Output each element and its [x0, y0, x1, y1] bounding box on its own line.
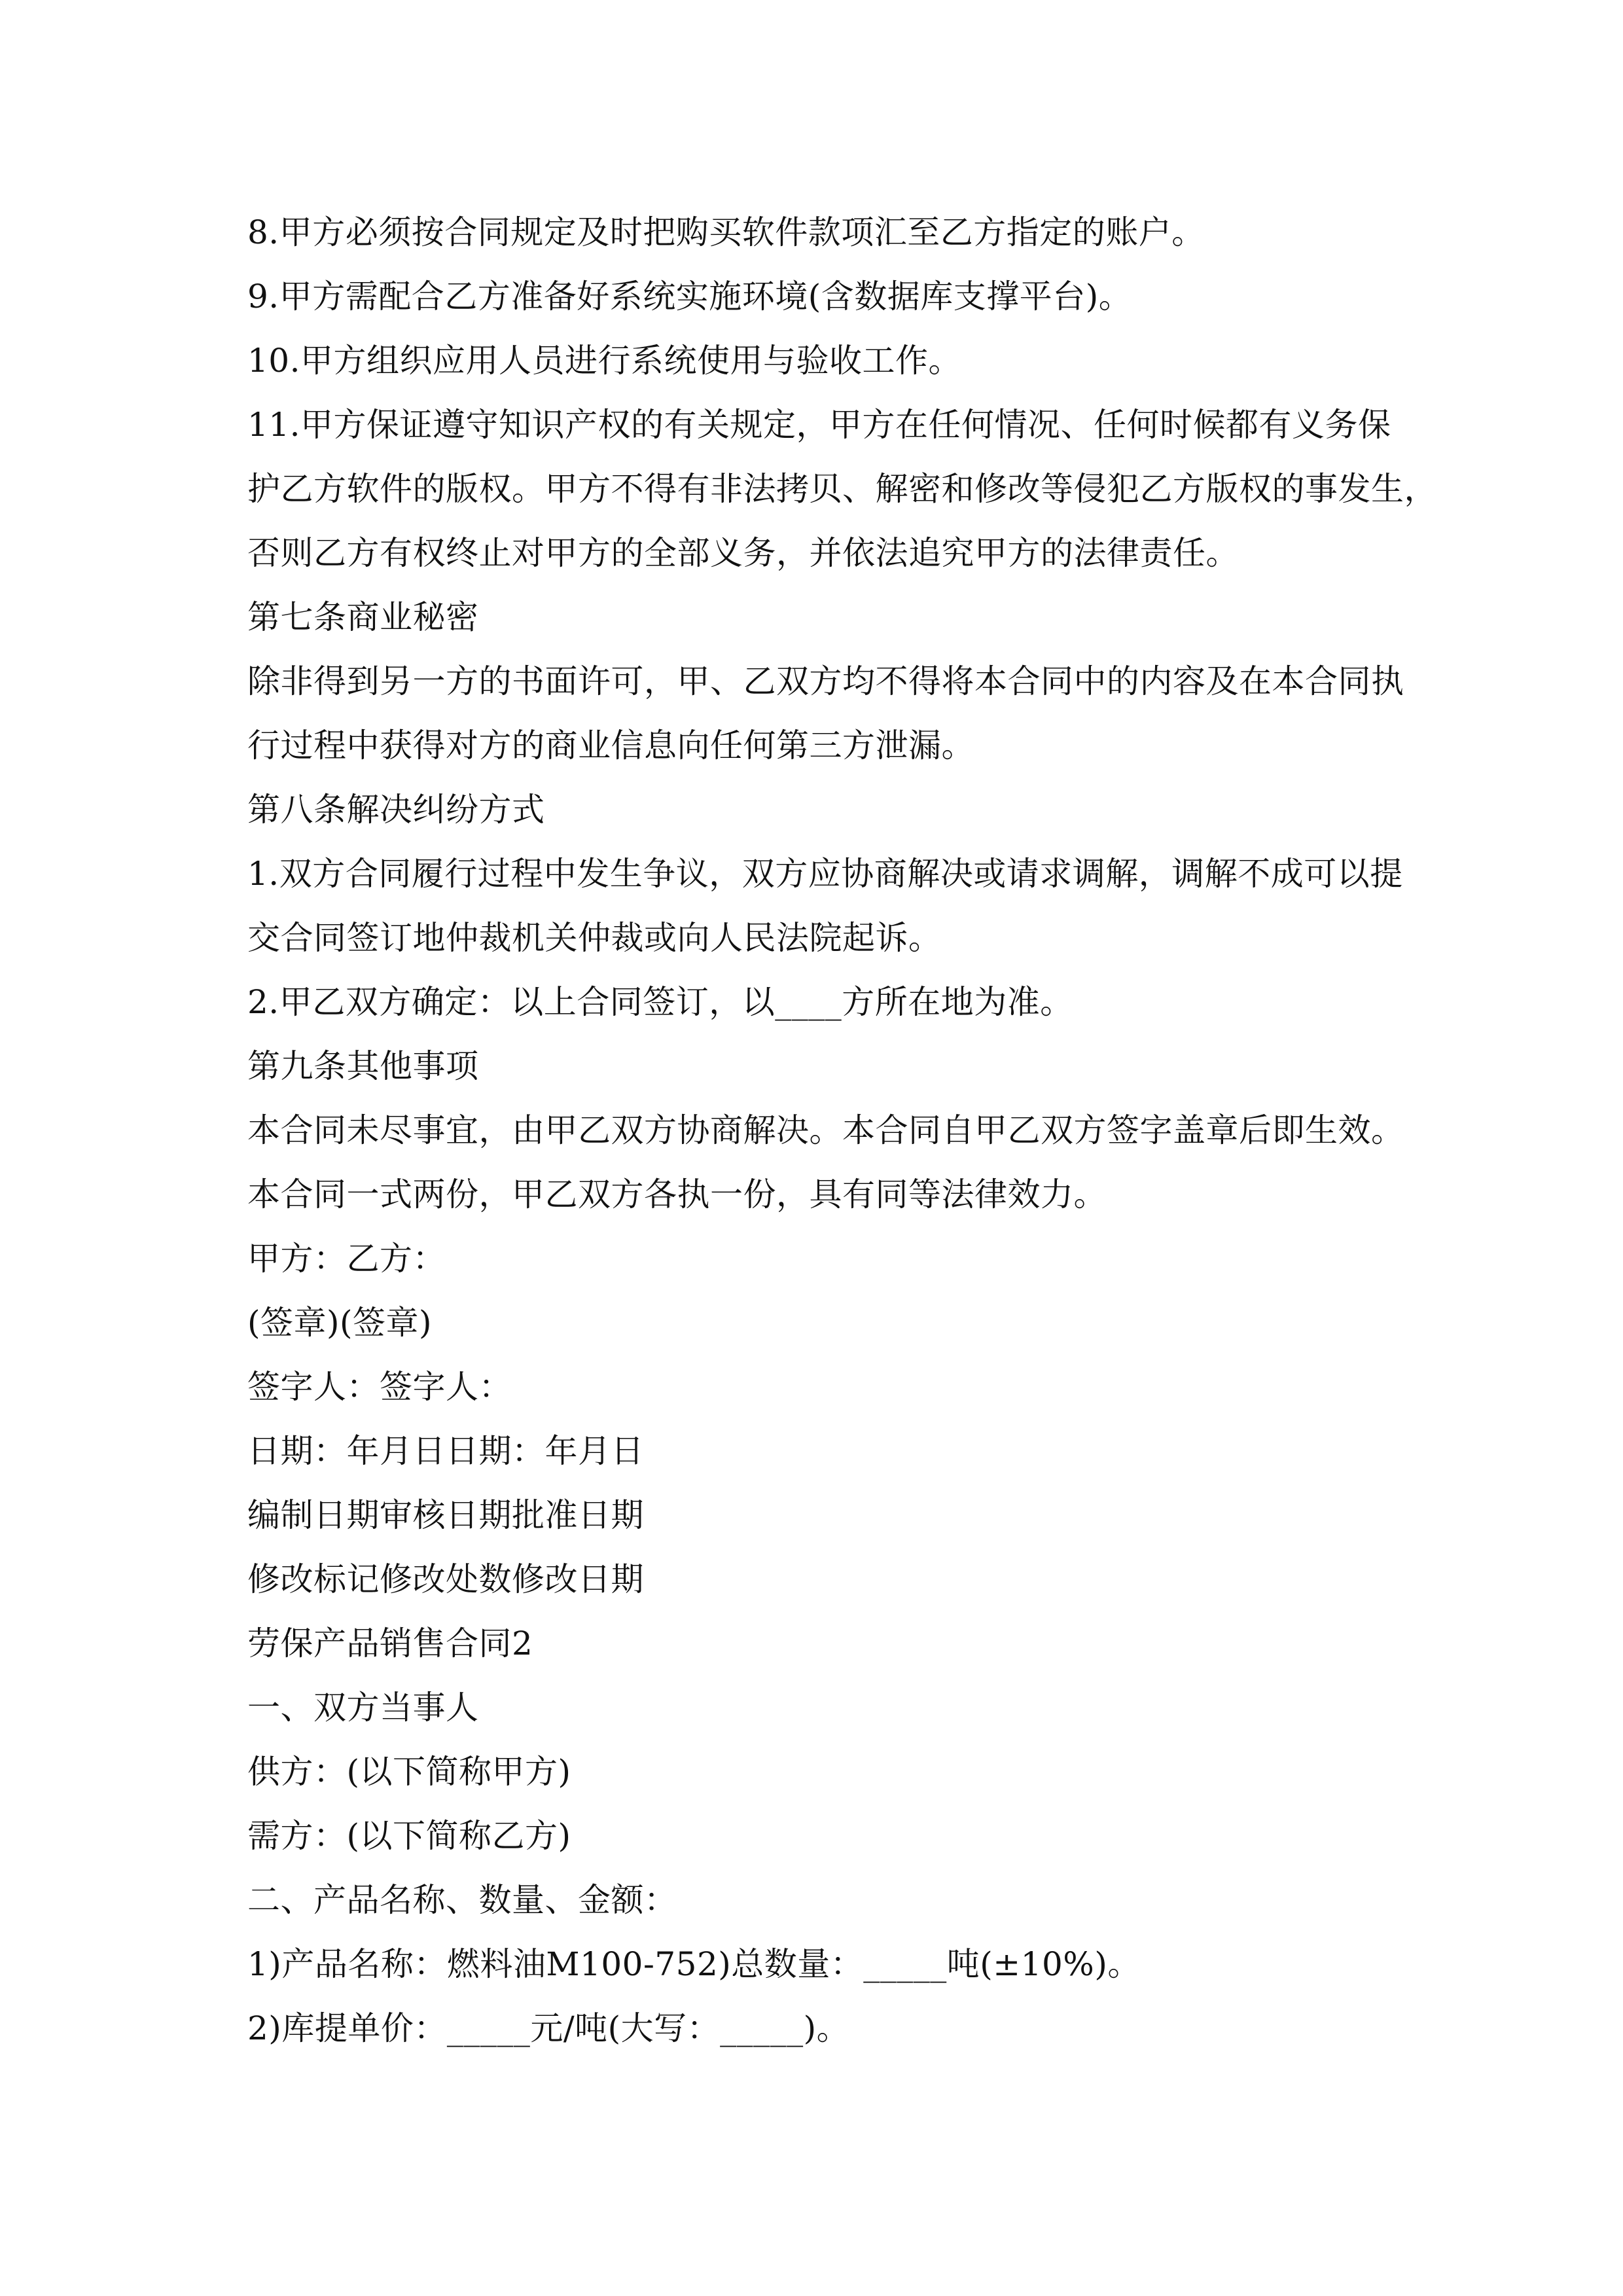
date-labels: 日期：年月日日期：年月日 — [247, 1432, 644, 1470]
article-8-heading: 第八条解决纠纷方式 — [247, 791, 545, 829]
article-9-text-line-1: 本合同未尽事宜，由甲乙双方协商解决。本合同自甲乙双方签字盖章后即生效。 — [247, 1111, 1404, 1149]
clause-9: 9.甲方需配合乙方准备好系统实施环境(含数据库支撑平台)。 — [247, 278, 1132, 315]
section-2-heading: 二、产品名称、数量、金额： — [247, 1881, 677, 1919]
article-8-item-2: 2.甲乙双方确定：以上合同签订，以____方所在地为准。 — [247, 983, 1073, 1021]
contract-2-title: 劳保产品销售合同2 — [247, 1624, 533, 1662]
revision-record: 修改标记修改处数修改日期 — [247, 1560, 644, 1598]
party-labels: 甲方：乙方： — [247, 1240, 446, 1278]
product-name-quantity: 1)产品名称：燃料油M100-752)总数量：_____吨(±10%)。 — [247, 1945, 1141, 1983]
compile-review-approve-dates: 编制日期审核日期批准日期 — [247, 1496, 644, 1534]
supplier-line: 供方：(以下简称甲方) — [247, 1753, 571, 1791]
clause-11-line-3: 否则乙方有权终止对甲方的全部义务，并依法追究甲方的法律责任。 — [247, 534, 1239, 572]
article-7-heading: 第七条商业秘密 — [247, 598, 479, 636]
article-9-text-line-2: 本合同一式两份，甲乙双方各执一份，具有同等法律效力。 — [247, 1175, 1107, 1213]
clause-11-line-1: 11.甲方保证遵守知识产权的有关规定，甲方在任何情况、任何时候都有义务保 — [247, 406, 1391, 444]
clause-8: 8.甲方必须按合同规定及时把购买软件款项汇至乙方指定的账户。 — [247, 213, 1205, 251]
article-7-text-line-2: 行过程中获得对方的商业信息向任何第三方泄漏。 — [247, 726, 974, 764]
document-body — [247, 200, 1437, 2060]
unit-price: 2)库提单价：_____元/吨(大写：_____)。 — [247, 2009, 850, 2047]
article-7-text-line-1: 除非得到另一方的书面许可，甲、乙双方均不得将本合同中的内容及在本合同执 — [247, 662, 1404, 700]
section-1-heading: 一、双方当事人 — [247, 1689, 479, 1727]
article-9-heading: 第九条其他事项 — [247, 1047, 479, 1085]
article-8-item-1-line-2: 交合同签订地仲裁机关仲裁或向人民法院起诉。 — [247, 919, 942, 957]
clause-10: 10.甲方组织应用人员进行系统使用与验收工作。 — [247, 342, 962, 380]
seal-labels: (签章)(签章) — [247, 1304, 433, 1342]
clause-11-line-2: 护乙方软件的版权。甲方不得有非法拷贝、解密和修改等侵犯乙方版权的事发生， — [247, 470, 1437, 508]
buyer-line: 需方：(以下简称乙方) — [247, 1817, 571, 1855]
article-8-item-1-line-1: 1.双方合同履行过程中发生争议，双方应协商解决或请求调解，调解不成可以提 — [247, 855, 1403, 893]
signer-labels: 签字人：签字人： — [247, 1368, 512, 1406]
